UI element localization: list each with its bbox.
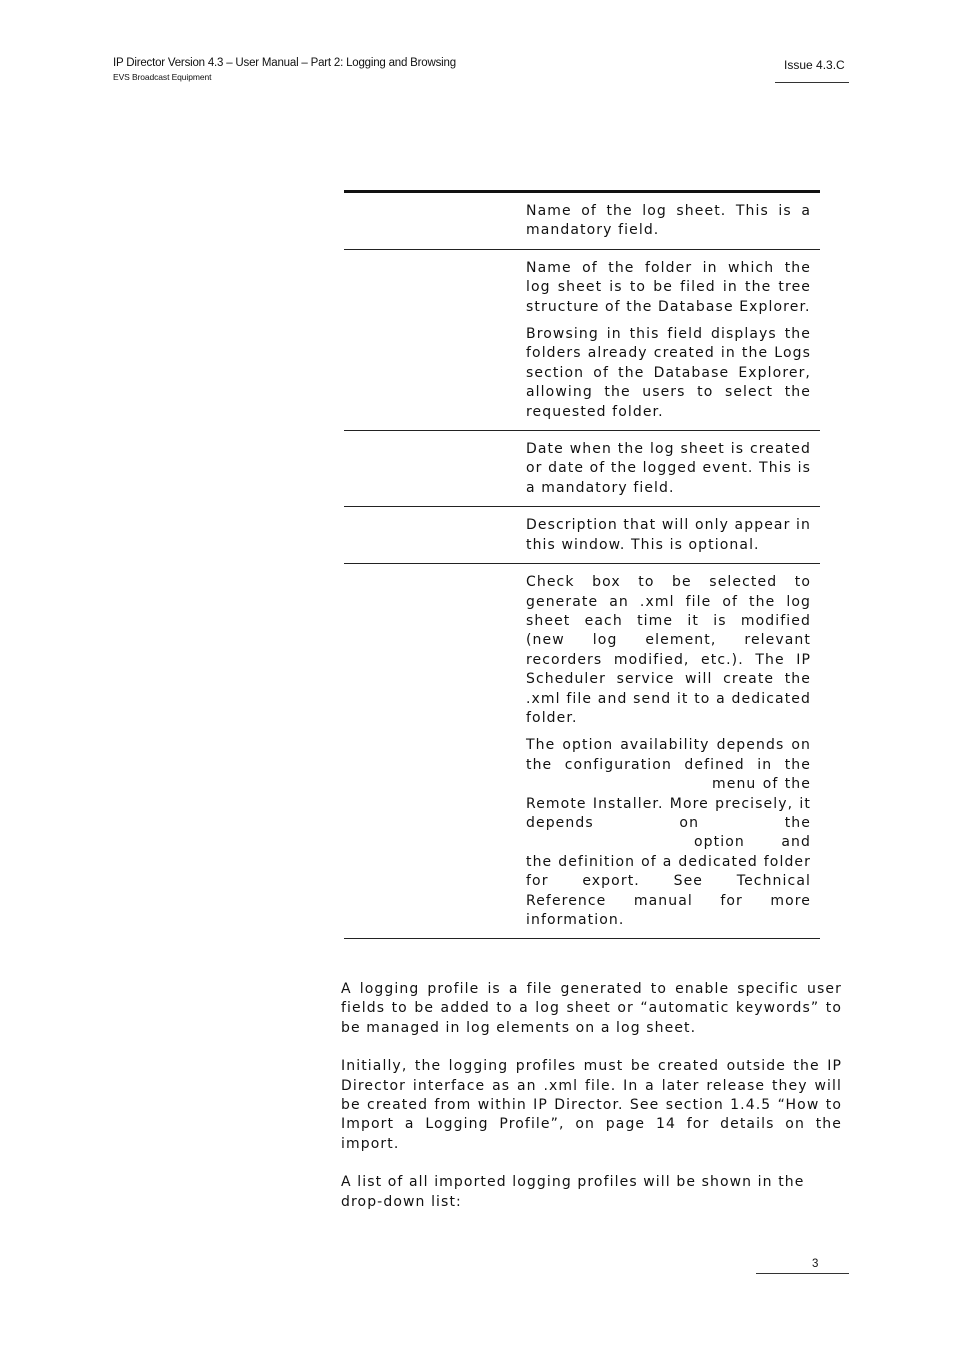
table-row [344,564,820,939]
body-paragraph-last [341,1173,842,1212]
row-description: Check box to be selected to generate an .xml file of the log sheet each time it is modified (new log element, relevant recorders modified, etc.). The IP Scheduler service will create the .xml file and send it to a dedicated folder. [526,574,811,726]
footer-rule [756,1273,849,1274]
row-description-availability [526,736,811,930]
body-paragraph: Initially, the logging profiles must be created outside the IP Director interface as an .xml file. In a later release they will be created from within IP Director. See section 1.4.5 “How to Import a Logging Profile”, on page 14 for details on the import. [341,1058,842,1152]
table-row [344,250,820,431]
row-description: Browsing in this field displays the folders already created in the Logs section of the Database Explorer, allowing the users to select the requested folder. [526,326,811,420]
row-description: Description that will only appear in this window. This is optional. [526,517,811,553]
table-row [344,507,820,564]
row-description: Name of the folder in which the log sheet is to be filed in the tree structure of the Database Explorer. [526,259,811,315]
availability-line2: menu of the Remote Installer. More precisely, it depends on the [526,776,811,831]
page-number: 3 [812,1258,819,1270]
field-description-table [344,190,820,939]
availability-line1: The option availability depends on the configuration defined in the [526,737,811,773]
body-paragraph: A logging profile is a file generated to enable specific user fields to be added to a log sheet or “automatic keywords” to be managed in log elements on a log sheet. [341,981,842,1036]
table-row [344,431,820,507]
availability-line3: option and the definition of a dedicated folder for export. See Technical Reference manual for more information. [526,834,811,928]
table-row [344,193,820,250]
body-last-line2: drop-down list: [341,1193,462,1210]
header-subtitle: EVS Broadcast Equipment [113,72,212,82]
header-issue: Issue 4.3.C [784,58,845,72]
body-last-line1: A list of all imported logging profiles will be shown in the [341,1174,805,1191]
header-rule [775,82,849,83]
body-text [341,980,842,1231]
header-title: IP Director Version 4.3 – User Manual – Part 2: Logging and Browsing [113,57,456,69]
row-description: Date when the log sheet is created or date of the logged event. This is a mandatory field. [526,441,811,496]
row-description: Name of the log sheet. This is a mandatory field. [526,203,811,239]
